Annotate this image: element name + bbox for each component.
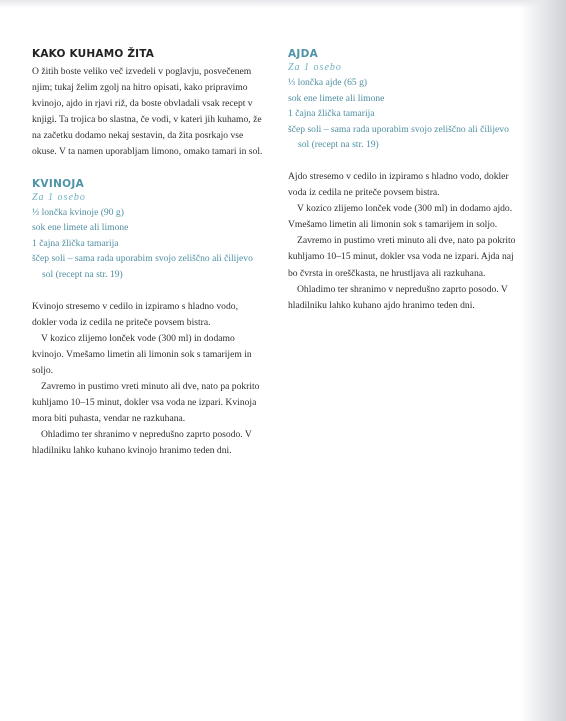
ingredient-item: sok ene limete ali limone: [32, 222, 129, 234]
ajda-step-4: Ohladimo ter shranimo v nepredušno zaprto posodo. V hladilniku lahko kuhano ajdo hranimo teden dni.: [288, 283, 508, 311]
page-top-shadow: [0, 0, 566, 8]
kvinoja-step-2: V kozico zlijemo lonček vode (300 ml) in dodamo kvinojo. Vmešamo limetin ali limonin sok s tamarijem in soljo.: [32, 332, 252, 376]
ajda-heading: AJDA: [288, 48, 319, 60]
ingredient-item: ⅓ lončka ajde (65 g): [288, 77, 368, 88]
kvinoja-step-1: Kvinojo stresemo v cedilo in izpiramo s hladno vodo, dokler voda iz cedila ne priteče povsem bistra.: [32, 300, 238, 328]
ingredient-item: sok ene limete ali limone: [288, 92, 385, 104]
ingredient-item: ščep soli – sama rada uporabim svojo zeliščno ali čilijevo sol (recept na str. 19): [32, 253, 253, 280]
page-spine-shadow: [520, 0, 566, 721]
kvinoja-ingredient-list: [32, 205, 264, 283]
kvinoja-step-4: Ohladimo ter shranimo v nepredušno zaprto posodo. V hladilniku lahko kuhano kvinojo hranimo teden dni.: [32, 429, 252, 457]
ajda-serves: Za 1 osebo: [288, 62, 342, 73]
intro-heading: KAKO KUHAMO ŽITA: [32, 48, 155, 60]
ingredient-item: ⅓ lončka kvinoje (90 g): [32, 206, 124, 218]
kvinoja-serves: Za 1 osebo: [32, 191, 86, 203]
ingredient-item: 1 čajna žlička tamarija: [288, 108, 375, 120]
ingredient-item: ščep soli – sama rada uporabim svojo zeliščno ali čilijevo sol (recept na str. 19): [288, 123, 509, 151]
ajda-step-3: Zavremo in pustimo vreti minuto ali dve, nato pa pokrito kuhljamo 10–15 minut, dokler vsa voda ne izpari. Ajda naj bo čvrsta in oreščkasta, ne hrustljava ali razkuhana.: [288, 235, 516, 279]
kvinoja-heading: KVINOJA: [32, 177, 85, 190]
intro-paragraph: O žitih boste veliko več izvedeli v poglavju, posvečenem njim; tukaj želim zgolj na hitro opisati, kako pripravimo kvinojo, ajdo in rjavi riž, da boste obvladali vsak recept v knjigi. Ta trojica bo slastna, če vodi, v kateri jih kuhamo, že na začetku dodamo nekaj sestavin, da žita posrkajo vse okuse. V ta namen uporabljam limono, omako tamari in sol.: [32, 66, 263, 158]
ingredient-item: 1 čajna žlička tamarija: [32, 237, 119, 249]
ajda-ingredient-list: [288, 75, 520, 153]
ajda-step-2: V kozico zlijemo lonček vode (300 ml) in dodamo ajdo. Vmešamo limetin ali limonin sok s tamarijem in soljo.: [288, 203, 513, 231]
left-column: [32, 47, 264, 459]
right-column: [288, 47, 520, 314]
kvinoja-step-3: Zavremo in pustimo vreti minuto ali dve, nato pa pokrito kuhljamo 10–15 minut, dokler vsa voda ne izpari. Kvinoja mora biti puhasta, vendar ne razkuhana.: [32, 381, 260, 425]
ajda-step-1: Ajdo stresemo v cedilo in izpiramo s hladno vodo, dokler voda iz cedila ne priteče povsem bistra.: [288, 170, 509, 199]
